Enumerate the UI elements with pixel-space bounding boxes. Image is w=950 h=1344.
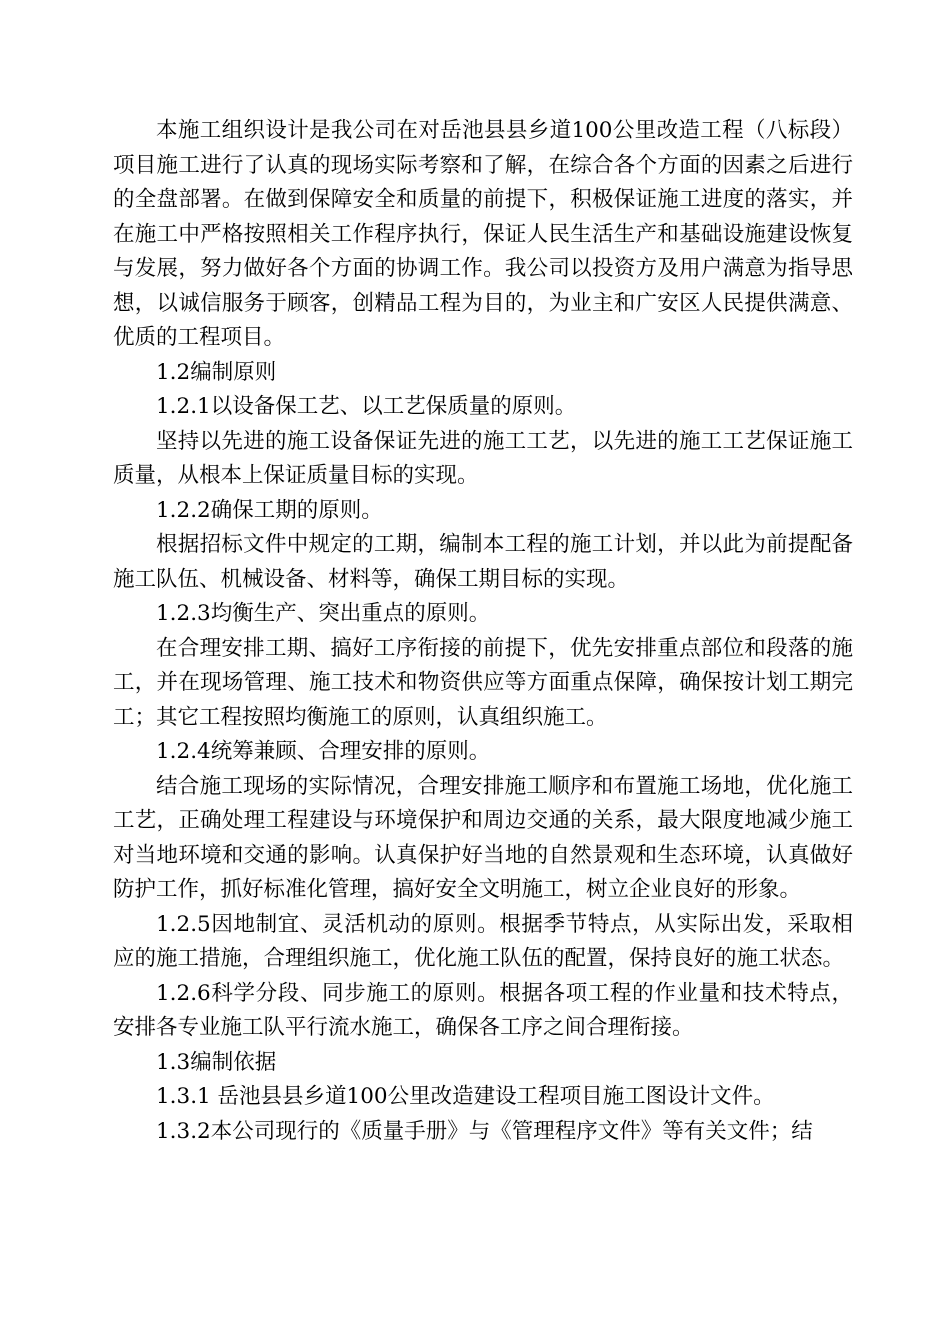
heading-1-2-4: 1.2.4统筹兼顾、合理安排的原则。	[156, 739, 491, 764]
paragraph-1-2-6: 1.2.6科学分段、同步施工的原则。根据各项工程的作业量和技术特点，安排各专业施工队平行流水施工，确保各工序之间合理衔接。	[113, 980, 853, 1040]
paragraph-intro: 本施工组织设计是我公司在对岳池县县乡道100公里改造工程（八标段）项目施工进行了认真的现场实际考察和了解，在综合各个方面的因素之后进行的全盘部署。在做到保障安全和质量的前提下，积极保证施工进度的落实，并在施工中严格按照相关工作程序执行，保证人民生活生产和基础设施建设恢复与发展，努力做好各个方面的协调工作。我公司以投资方及用户满意为指导思想，以诚信服务于顾客，创精品工程为目的，为业主和广安区人民提供满意、优质的工程项目。	[113, 118, 853, 350]
document-body	[113, 114, 853, 1149]
paragraph-1-3-2: 1.3.2本公司现行的《质量手册》与《管理程序文件》等有关文件；结	[156, 1118, 813, 1144]
paragraph-1-2-3-body: 在合理安排工期、搞好工序衔接的前提下，优先安排重点部位和段落的施工，并在现场管理、施工技术和物资供应等方面重点保障，确保按计划工期完工；其它工程按照均衡施工的原则，认真组织施工。	[113, 635, 853, 730]
heading-1-2-2: 1.2.2确保工期的原则。	[156, 497, 383, 523]
heading-1-2-1: 1.2.1以设备保工艺、以工艺保质量的原则。	[156, 394, 577, 419]
heading-1-2-3: 1.2.3均衡生产、突出重点的原则。	[156, 601, 491, 626]
paragraph-1-2-1-body: 坚持以先进的施工设备保证先进的施工工艺，以先进的施工工艺保证施工质量，从根本上保证质量目标的实现。	[113, 428, 853, 488]
heading-1-2: 1.2编制原则	[156, 359, 277, 385]
paragraph-1-2-5: 1.2.5因地制宜、灵活机动的原则。根据季节特点，从实际出发，采取相应的施工措施，合理组织施工，优化施工队伍的配置，保持良好的施工状态。	[113, 911, 853, 971]
heading-1-3: 1.3编制依据	[156, 1049, 277, 1075]
paragraph-1-2-4-body: 结合施工现场的实际情况，合理安排施工顺序和布置施工场地，优化施工工艺，正确处理工程建设与环境保护和周边交通的关系，最大限度地减少施工对当地环境和交通的影响。认真保护好当地的自然景观和生态环境，认真做好防护工作，抓好标准化管理，搞好安全文明施工，树立企业良好的形象。	[113, 773, 853, 902]
paragraph-1-3-1: 1.3.1 岳池县县乡道100公里改造建设工程项目施工图设计文件。	[156, 1084, 775, 1109]
paragraph-1-2-2-body: 根据招标文件中规定的工期，编制本工程的施工计划，并以此为前提配备施工队伍、机械设备、材料等，确保工期目标的实现。	[113, 532, 853, 592]
